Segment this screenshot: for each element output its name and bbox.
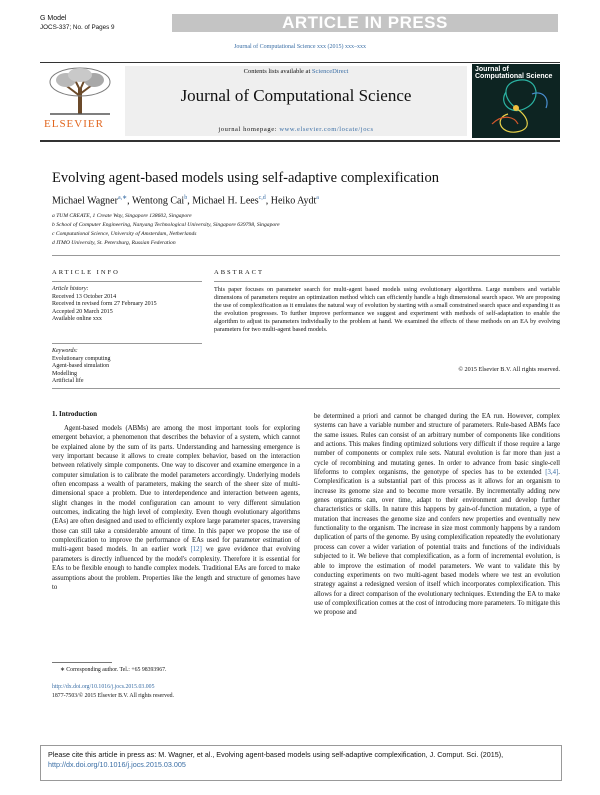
homepage-link[interactable]: www.elsevier.com/locate/jocs — [279, 126, 374, 133]
divider — [52, 388, 560, 389]
contents-lists-line — [125, 68, 467, 75]
author-list: Michael Wagner$^{a,∗}$, Wentong Cai$^b$, Michael H. Lees$^{c,d}$, Heiko Aydt$^a$ — [52, 195, 319, 207]
copyright-notice: © 2015 Elsevier B.V. All rights reserved. — [458, 366, 560, 373]
divider — [214, 281, 560, 282]
keywords-block — [52, 348, 202, 386]
footnote-rule — [52, 662, 112, 663]
journal-reference[interactable]: Journal of Computational Science xxx (2015) xxx–xxx — [234, 44, 366, 50]
affiliation-d: d ITMO University, St. Petersburg, Russian Federation — [52, 240, 176, 246]
body-column-right — [314, 412, 560, 618]
affiliation-b: b School of Computer Engineering, Nanyang Technological University, Singapore 639798, Singapore — [52, 222, 280, 228]
homepage-prefix: journal homepage: — [218, 126, 280, 133]
keyword: Evolutionary computing — [52, 355, 111, 362]
doi-link[interactable]: http://dx.doi.org/10.1016/j.jocs.2015.03.005 — [52, 684, 155, 690]
keywords-label: Keywords: — [52, 348, 78, 354]
divider — [52, 255, 560, 256]
top-header-strip — [40, 14, 560, 36]
abstract-heading: ABSTRACT — [214, 269, 264, 276]
affiliation-a: a TUM CREATE, 1 Create Way, Singapore 138602, Singapore — [52, 213, 192, 219]
divider — [52, 343, 202, 344]
journal-homepage-line — [125, 126, 467, 133]
author-name[interactable]: Wentong Cai — [131, 195, 185, 207]
paragraph-text: be determined a priori and cannot be changed during the EA run. However, complex systems can have a variable number and structure of parameters. Rule-based ABMs face the same issues. Rules can consist of an arbitrary number of components like conditions and actions. This makes finding optimized solutions very difficult if those require a large number of components or complex rule sets. Natural evolution is far more than just a cycle of recombining and mutating genes. In order to advance from basic single-cell lifeforms to complex organisms, the genotype of species has to be extended — [314, 413, 560, 477]
masthead-bottom-rule — [40, 140, 560, 142]
publisher-name: ELSEVIER — [44, 118, 104, 130]
keyword: Artificial life — [52, 378, 84, 385]
history-entry: Available online xxx — [52, 316, 102, 323]
citation-doi-link[interactable]: http://dx.doi.org/10.1016/j.jocs.2015.03.005 — [48, 760, 186, 769]
reference-line: JOCS-337; No. of Pages 9 — [40, 24, 115, 31]
keyword: Modelling — [52, 370, 77, 377]
divider — [52, 281, 202, 282]
author-affiliation-marker[interactable]: a,∗ — [117, 195, 128, 201]
citation-text — [48, 750, 552, 770]
paragraph-text: . Complexification is a substantial part of this process as it allows for an organism to increase its genome size and to become more versatile. By incrementally adding new genes organisms can, over time, adapt to their environment and develop further characteristics or skills. In nature this happens by gain-of-function mutation, a type of mutation that increases the genome size and confers new properties and eventually new functionality to the organism. The increase in size most commonly happens by a random duplication of parts of the genome. By using complexification repeatedly the evolutionary process can cover a wider variation of potential traits and functions of the individuals subjected to it. We believe that complexification, as a form of incremental evolution, is able to improve the estimation of model parameters. We want to validate this by conducting experiments on two multi-agent based models where we test an evolution strategy against a redesigned version of itself which incorporates complexification. This allows for a direct comparison of the evolutionary techniques. Extending the EA to make use of complexification comes at the cost of introducing more parameters. To mitigate this we propose and — [314, 469, 560, 617]
history-entry: Received 13 October 2014 — [52, 293, 117, 300]
journal-cover-image — [472, 64, 560, 138]
g-model-label: G Model — [40, 15, 67, 22]
paragraph-text: Agent-based models (ABMs) are among the most important tools for exploring emergent behavior, a phenomenon that describes the behavior of a system, which cannot be explained alone by the sum of its parts. Understanding and harnessing emergence is very important because it allows to create complex behavior, based on the interaction between relatively simple components. One way to discover and examine emergence in a computer simulation is to calibrate the model parameters accordingly. Underlying models often encompass a wealth of parameters, making the search of the sheer size of multi-dimensional space a problem. Due to interdependence and interaction between agents, slight changes in the model configuration can amount to very different simulation outcomes, indicating the high level of complexity. Even though evolutionary algorithms (EAs) are often designed and used to efficiently explore large parameter spaces, traversing those can still take a considerable amount of time. In this paper we propose the use of complexification to improve the performance of EAs used for parameter estimation of multi-agent based models. In an earlier work — [52, 425, 300, 554]
author-name[interactable]: Heiko Aydt — [270, 195, 317, 207]
author-name[interactable]: Michael Wagner — [52, 195, 118, 207]
author-affiliation-marker[interactable]: a — [316, 195, 319, 201]
cover-journal-title: Journal of Computational Science — [475, 66, 553, 80]
section-heading: 1. Introduction — [52, 410, 97, 418]
citation-prefix: Please cite this article in press as: M. Wagner, et al., Evolving agent-based models using self-adaptive complexification, J. Comput. Sci. (2015), — [48, 750, 504, 759]
corresponding-author-footnote: ∗ Corresponding author. Tel.: +65 98393967. — [60, 667, 167, 673]
sciencedirect-link[interactable]: ScienceDirect — [311, 68, 349, 75]
abstract-text: This paper focuses on parameter search for multi-agent based models using evolutionary algorithms. Large numbers and variable dimensions of parameters require an optimization method which can efficiently handle a high dimensional search space. We are proposing the use of complexification as it emulates the natural way of evolution by starting with a small constrained search space and expanding it as the evolution progresses. To further improve performance we suggest and experiment with methods of self-adaptation to enable the algorithm to adjust its parameters individually to the problem at hand. We examined the effects of these methods on an EA by evolving parameters for two multi-agent based models. — [214, 286, 560, 333]
history-entry: Received in revised form 27 February 2015 — [52, 301, 157, 308]
masthead-top-rule — [40, 62, 560, 63]
author-affiliation-marker[interactable]: c,d — [258, 195, 266, 201]
article-history-label: Article history: — [52, 286, 89, 292]
journal-title: Journal of Computational Science — [180, 86, 412, 105]
contents-prefix: Contents lists available at — [243, 68, 312, 75]
affiliation-c: c Computational Science, University of Amsterdam, Netherlands — [52, 231, 197, 237]
issn-line: 1877-7503/© 2015 Elsevier B.V. All rights reserved. — [52, 693, 174, 699]
article-title: Evolving agent-based models using self-adaptive complexification — [52, 170, 439, 186]
keyword: Agent-based simulation — [52, 363, 110, 370]
article-info-heading: ARTICLE INFO — [52, 269, 120, 276]
article-in-press-banner: ARTICLE IN PRESS — [172, 14, 558, 32]
author-name[interactable]: Michael H. Lees — [192, 195, 259, 207]
article-history — [52, 286, 202, 324]
citation-link[interactable]: [3,4] — [545, 469, 559, 477]
paragraph-text: we gave evidence that evolving parameters is directly influenced by the model's complexity. Therefore it is essential for EAs to be flexible enough to handle complex models. Traditional EAs are forced to make assumptions about the problem. Properties like the length and structure of genomes have to — [52, 546, 300, 591]
author-affiliation-marker[interactable]: b — [184, 195, 188, 201]
citation-link[interactable]: [12] — [190, 546, 202, 554]
history-entry: Accepted 20 March 2015 — [52, 308, 113, 315]
body-column-left — [52, 424, 300, 592]
